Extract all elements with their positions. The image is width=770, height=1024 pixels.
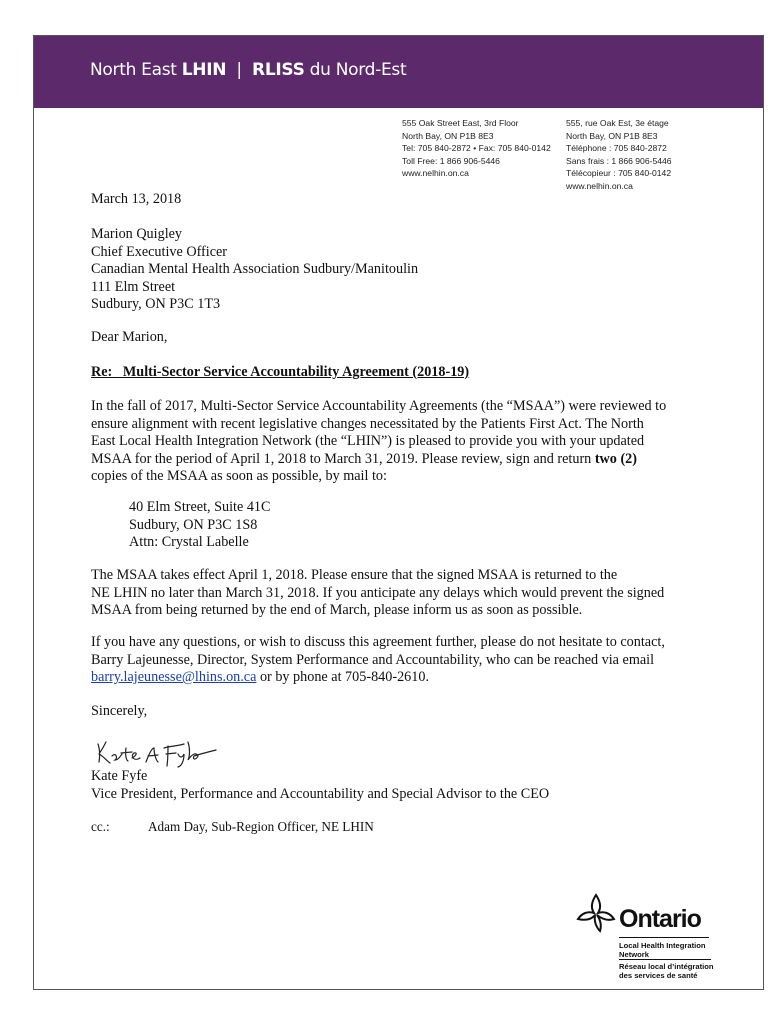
- address-line: North Bay, ON P1B 8E3: [566, 130, 658, 141]
- email-link[interactable]: barry.lajeunesse@lhins.on.ca: [91, 669, 257, 685]
- address-line: www.nelhin.on.ca: [566, 180, 633, 191]
- paragraph-3: [91, 634, 701, 687]
- logo-line: Réseau local d’intégration: [619, 962, 714, 971]
- address-line: 555 Oak Street East, 3rd Floor: [402, 118, 519, 128]
- bold-count: two (2): [594, 450, 637, 467]
- handwritten-signature: [94, 736, 219, 768]
- header-banner: [34, 36, 763, 108]
- paragraph-line: The MSAA takes effect April 1, 2018. Please ensure that the signed MSAA is returned to the: [91, 567, 618, 583]
- paragraph-line: copies of the MSAA as soon as possible, by mail to:: [91, 468, 387, 484]
- address-line: 555, rue Oak Est, 3e étage: [566, 118, 669, 128]
- mailing-line: Attn: Crystal Labelle: [129, 534, 249, 550]
- cc-line: [91, 818, 701, 836]
- cc-label: cc.:: [91, 819, 110, 834]
- recipient-line: Sudbury, ON P3C 1T3: [91, 296, 221, 312]
- address-block-fr: [566, 117, 672, 192]
- logo-divider: [619, 959, 711, 960]
- salutation: [91, 329, 701, 347]
- mailing-address: [91, 499, 739, 552]
- ontario-logo: [574, 891, 734, 986]
- paragraph-text: MSAA for the period of April 1, 2018 to March 31, 2019. Please review, sign and return: [91, 450, 595, 467]
- address-line: Sans frais : 1 866 906-5446: [566, 155, 672, 166]
- header-separator: |: [236, 60, 242, 80]
- signer-name: Kate Fyfe: [91, 768, 148, 784]
- recipient-line: Marion Quigley: [91, 226, 183, 242]
- trillium-icon: [574, 891, 618, 935]
- subject-text: Re: Multi-Sector Service Accountability Agreement (2018-19): [91, 364, 470, 380]
- recipient-line: Chief Executive Officer: [91, 243, 228, 260]
- address-line: North Bay, ON P1B 8E3: [402, 130, 494, 141]
- logo-line: Network: [619, 950, 649, 959]
- header-title: [90, 60, 406, 80]
- paragraph-line: In the fall of 2017, Multi-Sector Service Accountability Agreements (the “MSAA”) were reviewed to: [91, 398, 667, 414]
- paragraph-line: East Local Health Integration Network (the “LHIN”) is pleased to provide you with your updated: [91, 433, 645, 449]
- address-line: www.nelhin.on.ca: [402, 168, 469, 178]
- recipient-block: [91, 226, 701, 314]
- paragraph-line: MSAA from being returned by the end of March, please inform us as soon as possible.: [91, 602, 583, 618]
- paragraph-line: [91, 669, 701, 687]
- ontario-wordmark: Ontario: [619, 905, 701, 933]
- logo-divider: [619, 937, 709, 938]
- salutation-text: Dear Marion,: [91, 329, 168, 345]
- paragraph-text: or by phone at 705-840-2610.: [256, 669, 429, 685]
- org-acronym-fr: RLISS: [252, 60, 305, 80]
- letter-date: [91, 191, 701, 209]
- mailing-line: Sudbury, ON P3C 1S8: [129, 516, 258, 533]
- org-acronym-en: LHIN: [181, 60, 227, 80]
- subject-line: [91, 364, 701, 382]
- paragraph-line: ensure alignment with recent legislative changes necessitated by the Patients First Act. The North: [91, 415, 644, 432]
- date-text: March 13, 2018: [91, 191, 182, 207]
- org-name-en: North East: [90, 60, 177, 80]
- letter-page: [33, 35, 764, 990]
- signer-block: [91, 768, 701, 803]
- cc-row: [91, 818, 701, 836]
- closing: [91, 703, 701, 721]
- mailing-line: 40 Elm Street, Suite 41C: [129, 499, 271, 515]
- address-block-en: [402, 117, 551, 180]
- address-line: Télécopieur : 705 840-0142: [566, 168, 672, 178]
- recipient-line: Canadian Mental Health Association Sudbury/Manitoulin: [91, 261, 419, 277]
- address-line: Toll Free: 1 866 906-5446: [402, 155, 500, 166]
- paragraph-1: [91, 398, 701, 486]
- address-line: Téléphone : 705 840-2872: [566, 143, 667, 153]
- logo-line: des services de santé: [619, 971, 698, 980]
- signer-title: Vice President, Performance and Accountability and Special Advisor to the CEO: [91, 785, 550, 802]
- org-name-fr: du Nord-Est: [309, 60, 407, 80]
- paragraph-line: NE LHIN no later than March 31, 2018. If you anticipate any delays which would prevent the signed: [91, 584, 665, 601]
- paragraph-line: [91, 451, 701, 469]
- logo-line: Local Health Integration: [619, 941, 706, 950]
- address-line: Tel: 705 840-2872 • Fax: 705 840-0142: [402, 143, 551, 153]
- paragraph-2: [91, 567, 701, 620]
- paragraph-line: If you have any questions, or wish to discuss this agreement further, please do not hesitate to contact,: [91, 634, 665, 650]
- paragraph-line: Barry Lajeunesse, Director, System Performance and Accountability, who can be reached via email: [91, 651, 655, 668]
- cc-value: Adam Day, Sub-Region Officer, NE LHIN: [148, 819, 374, 834]
- recipient-line: 111 Elm Street: [91, 278, 176, 295]
- closing-text: Sincerely,: [91, 703, 148, 719]
